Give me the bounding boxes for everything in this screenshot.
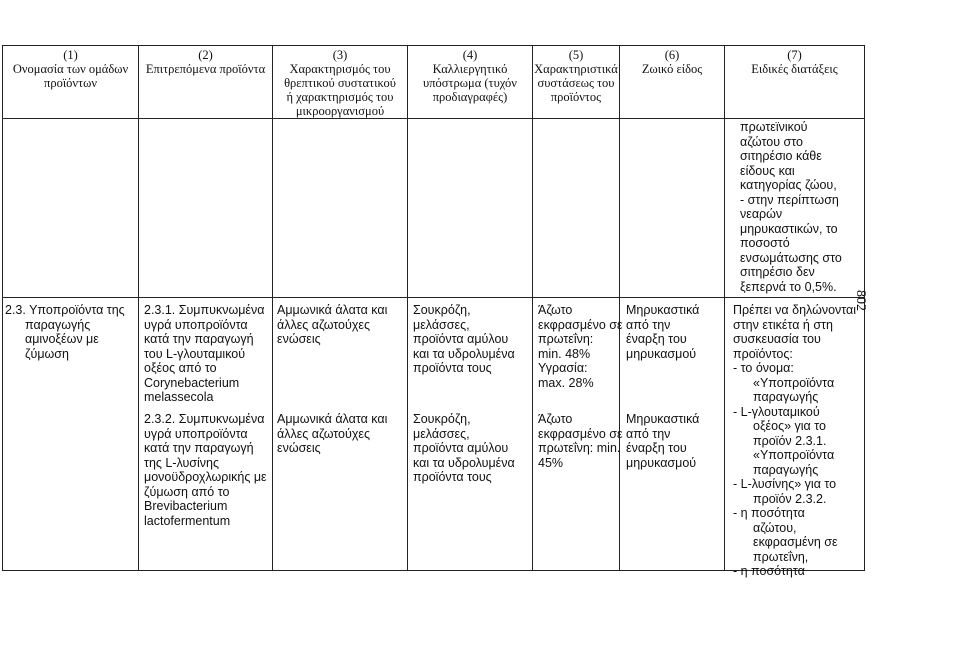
column-border-0 bbox=[2, 45, 3, 571]
row-2-substrate: Σουκρόζη, μελάσσες, προϊόντα αμύλου και τα υδρολυμένα προϊόντα τους bbox=[413, 412, 515, 484]
continuation-row-border bbox=[2, 297, 864, 298]
header-col-7-text: Ειδικές διατάξεις bbox=[751, 62, 838, 76]
column-border-6 bbox=[724, 45, 725, 571]
table-top-border bbox=[2, 45, 864, 46]
column-border-3 bbox=[407, 45, 408, 571]
row-2-nutrient: Αμμωνικά άλατα και άλλες αζωτούχες ενώσεις bbox=[277, 412, 388, 455]
header-col-6-text: Ζωικό είδος bbox=[641, 62, 703, 76]
header-col-6: (6) Ζωικό είδος bbox=[620, 48, 724, 76]
row-1-substrate: Σουκρόζη, μελάσσες, προϊόντα αμύλου και τα υδρολυμένα προϊόντα τους bbox=[413, 303, 515, 375]
row-1-nutrient: Αμμωνικά άλατα και άλλες αζωτούχες ενώσεις bbox=[277, 303, 388, 346]
header-col-3: (3) Χαρακτηρισμός του θρεπτικού συστατικού ή χαρακτηρισμός του μικροοργανισμού bbox=[273, 48, 407, 118]
row-1-species: Μηρυκαστικά από την έναρξη του μηρυκασμού bbox=[626, 303, 700, 361]
header-col-5: (5) Χαρακτηριστικά συστάσεως του προϊόντος bbox=[534, 48, 618, 104]
continuation-provisions: πρωτεϊνικού αζώτου στο σιτηρέσιο κάθε είδους και κατηγορίας ζώου, - στην περίπτωση νεαρών μηρυκαστικών, το ποσοστό ενσωμάτωσης στο σιτηρέσιο δεν ξεπερνά το 0,5%. bbox=[740, 120, 842, 294]
header-col-1: (1) Ονομασία των ομάδων προϊόντων bbox=[4, 48, 137, 90]
header-col-2: (2) Επιτρεπόμενα προϊόντα bbox=[139, 48, 272, 76]
row-2-product: 2.3.2. Συμπυκνωμένα υγρά υποπροϊόντα κατά την παραγωγή της L-λυσίνης μονοϋδροχλωρικής με ζύμωση από το Brevibacterium lactofermentum bbox=[144, 412, 267, 528]
page-number: 802 bbox=[853, 290, 868, 311]
column-border-1 bbox=[138, 45, 139, 571]
row-2-species: Μηρυκαστικά από την έναρξη του μηρυκασμού bbox=[626, 412, 700, 470]
header-col-4: (4) Καλλιεργητικό υπόστρωμα (τυχόν προδιαγραφές) bbox=[408, 48, 532, 104]
header-col-3-text: Χαρακτηρισμός του θρεπτικού συστατικού ή χαρακτηρισμός του μικροοργανισμού bbox=[284, 62, 396, 118]
header-col-1-text: Ονομασία των ομάδων προϊόντων bbox=[12, 62, 129, 90]
header-col-2-text: Επιτρεπόμενα προϊόντα bbox=[145, 62, 266, 76]
product-group-name: 2.3. Υποπροϊόντα της παραγωγής αμινοξέων με ζύμωση bbox=[5, 303, 125, 361]
column-border-2 bbox=[272, 45, 273, 571]
special-provisions: Πρέπει να δηλώνονται στην ετικέτα ή στη συσκευασία του προϊόντος: - το όνομα: «Υποπροϊόντα παραγωγής - L-γλουταμικού οξέος» για το προϊόν 2.3.1. «Υποπροϊόντα παραγωγής - L-λυσίνης» για το προϊόν 2.3.2. - η ποσότητα αζώτου, εκφρασμένη σε πρωτεΐνη, - η ποσότητα bbox=[733, 303, 857, 578]
header-bottom-border bbox=[2, 118, 864, 119]
header-col-7: (7) Ειδικές διατάξεις bbox=[725, 48, 864, 76]
header-col-5-text: Χαρακτηριστικά συστάσεως του προϊόντος bbox=[534, 62, 618, 104]
row-1-product: 2.3.1. Συμπυκνωμένα υγρά υποπροϊόντα κατά την παραγωγή του L-γλουταμικού οξέος από το Corynebacterium melassecola bbox=[144, 303, 265, 404]
row-1-composition: Άζωτο εκφρασμένο σε πρωτεΐνη: min. 48% Υγρασία: max. 28% bbox=[538, 303, 623, 390]
row-2-composition: Άζωτο εκφρασμένο σε πρωτεΐνη: min. 45% bbox=[538, 412, 623, 470]
header-col-4-text: Καλλιεργητικό υπόστρωμα (τυχόν προδιαγραφές) bbox=[423, 62, 517, 104]
column-border-4 bbox=[532, 45, 533, 571]
